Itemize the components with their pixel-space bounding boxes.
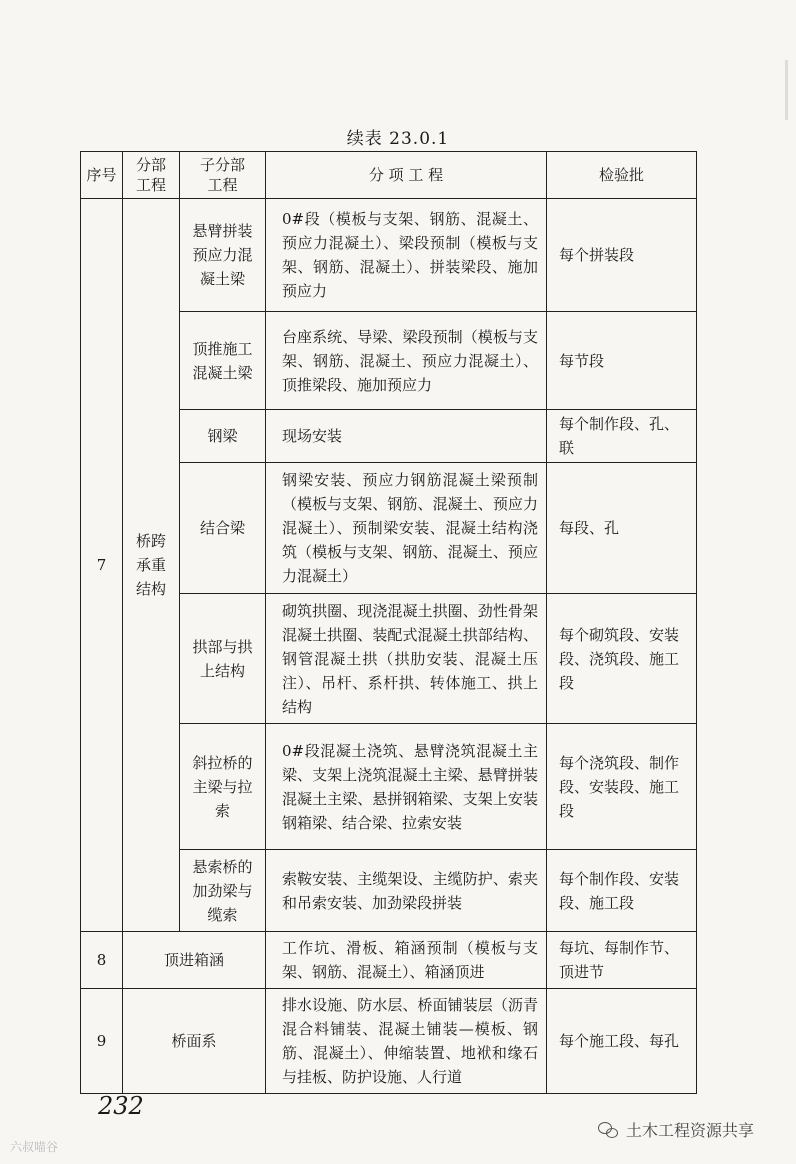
acceptance-division-table — [80, 151, 697, 1094]
header-sub: 子分部 工程 — [180, 152, 266, 199]
sub-part-cell: 钢梁 — [180, 410, 266, 463]
sub-part-cell: 斜拉桥的主梁与拉索 — [180, 724, 266, 850]
item-cell: 0#段混凝土浇筑、悬臂浇筑混凝土主梁、支架上浇筑混凝土主梁、悬臂拼装混凝土主梁、悬拼钢箱梁、支架上安装钢箱梁、结合梁、拉索安装 — [266, 724, 547, 850]
batch-cell: 每个制作段、孔、联 — [547, 410, 697, 463]
item-cell: 砌筑拱圈、现浇混凝土拱圈、劲性骨架混凝土拱圈、装配式混凝土拱部结构、钢管混凝土拱（拱肋安装、混凝土压注）、吊杆、系杆拱、转体施工、拱上结构 — [266, 594, 547, 724]
sub-part-cell: 悬索桥的加劲梁与缆索 — [180, 850, 266, 932]
header-item: 分 项 工 程 — [266, 152, 547, 199]
part-label: 桥跨 承重 结构 — [135, 532, 166, 598]
item-cell: 工作坑、滑板、箱涵预制（模板与支架、钢筋、混凝土）、箱涵顶进 — [266, 932, 547, 989]
sub-part-cell: 悬臂拼装预应力混凝土梁 — [180, 199, 266, 312]
sub-part-cell: 顶推施工混凝土梁 — [180, 312, 266, 410]
item-cell: 钢梁安装、预应力钢筋混凝土梁预制（模板与支架、钢筋、混凝土、预应力混凝土）、预制梁安装、混凝土结构浇筑（模板与支架、钢筋、混凝土、预应力混凝土） — [266, 463, 547, 594]
header-batch: 检验批 — [547, 152, 697, 199]
item-cell: 0#段（模板与支架、钢筋、混凝土、预应力混凝土）、梁段预制（模板与支架、钢筋、混凝土）、拼装梁段、施加预应力 — [266, 199, 547, 312]
header-part: 分部 工程 — [123, 152, 180, 199]
item-cell: 现场安装 — [266, 410, 547, 463]
part-cell — [123, 199, 180, 932]
table-row — [81, 989, 697, 1094]
batch-cell: 每节段 — [547, 312, 697, 410]
batch-cell: 每个砌筑段、安装段、浇筑段、施工段 — [547, 594, 697, 724]
part-cell: 桥面系 — [123, 989, 266, 1094]
item-cell: 索鞍安装、主缆架设、主缆防护、索夹和吊索安装、加劲梁段拼装 — [266, 850, 547, 932]
batch-cell: 每个施工段、每孔 — [547, 989, 697, 1094]
row-no: 9 — [81, 989, 123, 1094]
watermark-account-name: 土木工程资源共享 — [626, 1121, 755, 1140]
scan-edge-mark — [785, 60, 788, 120]
table-header-row — [81, 152, 697, 199]
wechat-icon — [598, 1122, 620, 1138]
sub-part-cell: 结合梁 — [180, 463, 266, 594]
batch-cell: 每个拼装段 — [547, 199, 697, 312]
batch-cell: 每个制作段、安装段、施工段 — [547, 850, 697, 932]
item-cell: 台座系统、导梁、梁段预制（模板与支架、钢筋、混凝土、预应力混凝土）、顶推梁段、施加预应力 — [266, 312, 547, 410]
page-number: 232 — [98, 1092, 144, 1120]
row-no: 8 — [81, 932, 123, 989]
table-row — [81, 932, 697, 989]
row-no: 7 — [81, 199, 123, 932]
batch-cell: 每个浇筑段、制作段、安装段、施工段 — [547, 724, 697, 850]
table-row — [81, 199, 697, 312]
watermark-source: 六叔喵谷 — [10, 1140, 59, 1154]
sub-part-cell: 拱部与拱上结构 — [180, 594, 266, 724]
watermark-account — [598, 1118, 754, 1141]
item-cell: 排水设施、防水层、桥面铺装层（沥青混合料铺装、混凝土铺装—模板、钢筋、混凝土）、伸缩装置、地袱和缘石与挂板、防护设施、人行道 — [266, 989, 547, 1094]
batch-cell: 每段、孔 — [547, 463, 697, 594]
batch-cell: 每坑、每制作节、顶进节 — [547, 932, 697, 989]
table-caption: 续表 23.0.1 — [346, 129, 450, 149]
header-no: 序号 — [81, 152, 123, 199]
part-cell: 顶进箱涵 — [123, 932, 266, 989]
